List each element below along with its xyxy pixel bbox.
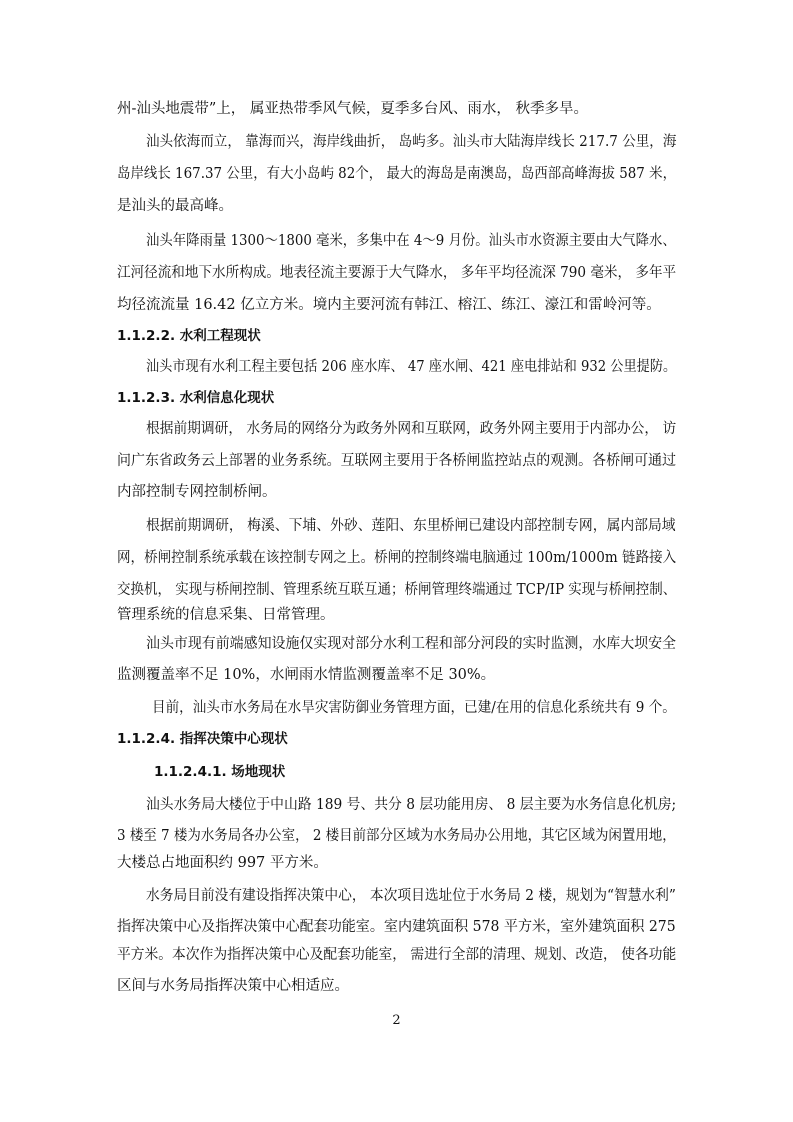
subsection-heading: 1.1.2.4.1. 场地现状	[154, 764, 286, 780]
paragraph-line: 汕头市现有前端感知设施仅实现对部分水利工程和部分河段的实时监测，水库大坝安全	[146, 636, 676, 652]
paragraph-line: 水务局目前没有建设指挥决策中心， 本次项目选址位于水务局 2 楼，规划为“智慧水利”	[146, 888, 676, 904]
paragraph-line: 目前，汕头市水务局在水旱灾害防御业务管理方面，已建/在用的信息化系统共有 9 个。	[152, 700, 676, 716]
page-number: 2	[392, 1013, 401, 1028]
paragraph-line: 大楼总占地面积约 997 平方米。	[117, 855, 328, 871]
paragraph-line: 州-汕头地震带”上， 属亚热带季风气候，夏季多台风、雨水， 秋季多旱。	[117, 101, 589, 117]
paragraph-line: 均径流流量 16.42 亿立方米。境内主要河流有韩江、榕江、练江、濠江和雷岭河等。	[117, 297, 661, 313]
section-heading: 1.1.2.2. 水利工程现状	[117, 328, 261, 344]
paragraph-line: 指挥决策中心及指挥决策中心配套功能室。室内建筑面积 578 平方米，室外建筑面积 275	[117, 919, 676, 935]
paragraph-line: 平方米。本次作为指挥决策中心及配套功能室， 需进行全部的清理、规划、改造， 使各功能	[117, 947, 677, 963]
section-heading: 1.1.2.3. 水利信息化现状	[117, 390, 275, 406]
paragraph-line: 问广东省政务云上部署的业务系统。互联网主要用于各桥闸监控站点的观测。各桥闸可通过	[117, 453, 676, 469]
paragraph-line: 汕头依海而立， 靠海而兴，海岸线曲折， 岛屿多。汕头市大陆海岸线长 217.7 公里，海	[146, 134, 677, 150]
paragraph-line: 网，桥闸控制系统承载在该控制专网之上。桥闸的控制终端电脑通过 100m/1000m 链路接入	[117, 550, 677, 566]
paragraph-line: 3 楼至 7 楼为水务局各办公室， 2 楼目前部分区域为水务局办公用地，其它区域为闲置用地，	[117, 828, 676, 844]
paragraph-line: 汕头水务局大楼位于中山路 189 号、共分 8 层功能用房、 8 层主要为水务信息化机房;	[146, 797, 677, 813]
paragraph-line: 交换机， 实现与桥闸控制、管理系统互联互通；桥闸管理终端通过 TCP/IP 实现与桥闸控制、	[117, 582, 677, 598]
paragraph-line: 根据前期调研， 梅溪、下埔、外砂、莲阳、东里桥闸已建设内部控制专网，属内部局域	[146, 518, 676, 534]
paragraph-line: 汕头市现有水利工程主要包括 206 座水库、 47 座水闸、421 座电排站和 932 公里提防。	[146, 359, 677, 375]
paragraph-line: 管理系统的信息采集、日常管理。	[117, 607, 335, 623]
paragraph-line: 内部控制专网控制桥闸。	[117, 484, 277, 500]
paragraph-line: 江河径流和地下水所构成。地表径流主要源于大气降水， 多年平均径流深 790 毫米， 多年平	[117, 265, 677, 281]
paragraph-line: 根据前期调研， 水务局的网络分为政务外网和互联网，政务外网主要用于内部办公， 访	[146, 421, 677, 437]
paragraph-line: 是汕头的最高峰。	[117, 198, 233, 214]
paragraph-line: 监测覆盖率不足 10%，水闸雨水情监测覆盖率不足 30%。	[117, 667, 496, 683]
paragraph-line: 区间与水务局指挥决策中心相适应。	[117, 978, 349, 994]
paragraph-line: 岛岸线长 167.37 公里，有大小岛屿 82个， 最大的海岛是南澳岛，岛西部高峰海拔 587 米，	[117, 166, 677, 182]
section-heading: 1.1.2.4. 指挥决策中心现状	[117, 731, 288, 747]
paragraph-line: 汕头年降雨量 1300～1800 毫米，多集中在 4～9 月份。汕头市水资源主要由大气降水、	[146, 233, 676, 249]
